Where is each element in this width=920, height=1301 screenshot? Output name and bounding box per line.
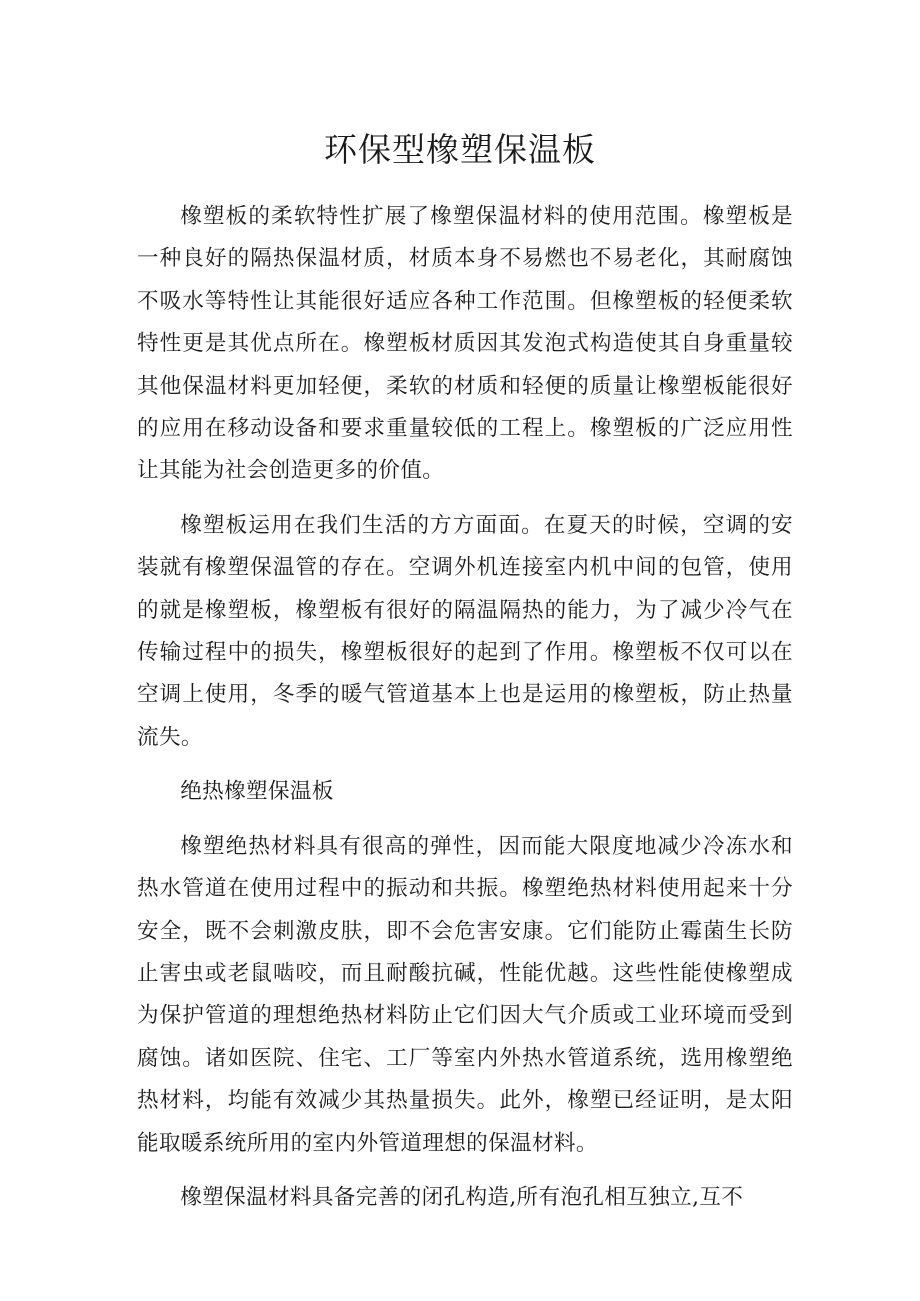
paragraph-3: 橡塑绝热材料具有很高的弹性，因而能大限度地减少冷冻水和热水管道在使用过程中的振动和共振。橡塑绝热材料使用起来十分安全，既不会刺激皮肤，即不会危害安康。它们能防止霉菌生长防止害虫或老鼠啮咬，而且耐酸抗碱，性能优越。这些性能使橡塑成为保护管道的理想绝热材料防止它们因大气介质或工业环境而受到腐蚀。诸如医院、住宅、工厂等室内外热水管道系统，选用橡塑绝热材料，均能有效减少其热量损失。此外，橡塑已经证明，是太阳能取暖系统所用的室内外管道理想的保温材料。 (137, 833, 793, 1156)
paragraph-1: 橡塑板的柔软特性扩展了橡塑保温材料的使用范围。橡塑板是一种良好的隔热保温材质，材质本身不易燃也不易老化，其耐腐蚀不吸水等特性让其能很好适应各种工作范围。但橡塑板的轻便柔软特性更是其优点所在。橡塑板材质因其发泡式构造使其自身重量较其他保温材料更加轻便，柔软的材质和轻便的质量让橡塑板能很好的应用在移动设备和要求重量较低的工程上。橡塑板的广泛应用性让其能为社会创造更多的价值。 (137, 204, 793, 484)
document-title: 环保型橡塑保温板 (324, 130, 596, 169)
paragraph-4: 橡塑保温材料具备完善的闭孔构造,所有泡孔相互独立,互不 (180, 1184, 744, 1210)
section-heading: 绝热橡塑保温板 (180, 779, 334, 805)
document-body (137, 196, 793, 1219)
paragraph-2: 橡塑板运用在我们生活的方方面面。在夏天的时候，空调的安装就有橡塑保温管的存在。空调外机连接室内机中间的包管，使用的就是橡塑板，橡塑板有很好的隔温隔热的能力，为了减少冷气在传输过程中的损失，橡塑板很好的起到了作用。橡塑板不仅可以在空调上使用，冬季的暖气管道基本上也是运用的橡塑板，防止热量流失。 (137, 512, 793, 750)
